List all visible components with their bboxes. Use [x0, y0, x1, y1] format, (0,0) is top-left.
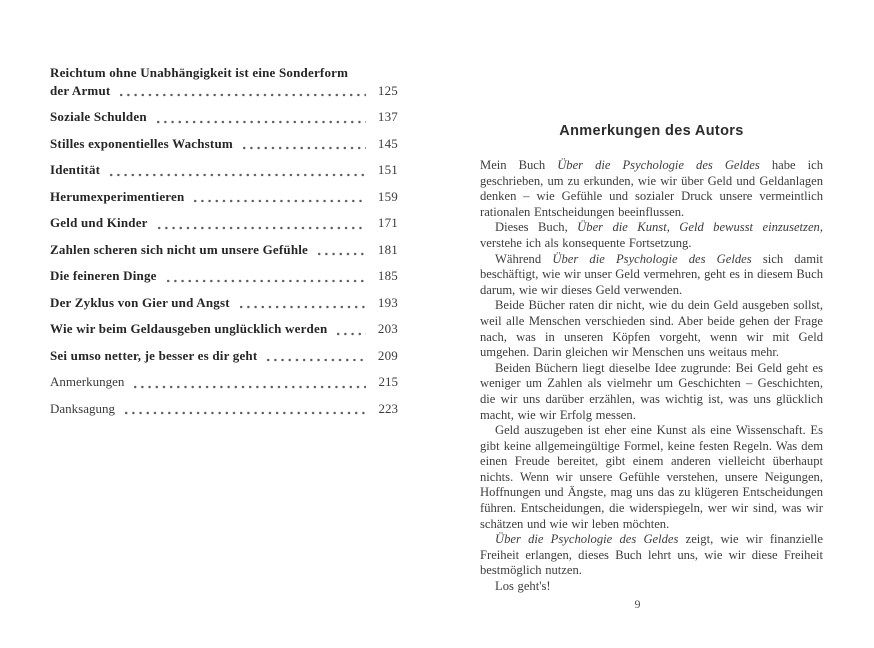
toc-entry	[50, 294, 398, 312]
toc-entry-row	[50, 400, 398, 418]
toc-entry-title: Soziale Schulden	[50, 109, 147, 124]
toc-entry	[50, 347, 398, 365]
page-number: 9	[634, 597, 641, 611]
paragraph	[480, 298, 823, 360]
toc-entry	[50, 373, 398, 391]
toc-entry	[50, 135, 398, 153]
author-notes-page	[480, 123, 823, 595]
toc-page-number: 125	[377, 82, 398, 98]
toc-entry-title: Die feineren Dinge	[50, 268, 157, 283]
paragraph	[480, 532, 823, 579]
toc-entry	[50, 214, 398, 232]
toc-entry	[50, 161, 398, 179]
toc-leader-dots	[158, 218, 366, 231]
toc-leader-dots	[125, 403, 366, 416]
toc-entry	[50, 267, 398, 285]
toc-entry	[50, 64, 398, 99]
toc-entry-title: Sei umso netter, je besser es dir geht	[50, 347, 258, 363]
toc-entry-title: Herumexperimentieren	[50, 188, 185, 204]
toc-entry-title: Stilles exponentielles Wachstum	[50, 135, 233, 151]
toc-entry-row	[50, 188, 398, 206]
toc-leader-dots	[110, 165, 366, 178]
toc-entry-title: Danksagung	[50, 400, 115, 416]
toc-entry-title: Zahlen scheren sich nicht um unsere Gefühle	[50, 241, 309, 257]
paragraph	[480, 423, 823, 532]
text-segment: Los geht's!	[495, 579, 551, 594]
toc-page-number: 215	[378, 374, 398, 389]
italic-book-title: Über die Psychologie des Geldes	[495, 532, 679, 547]
toc-entry-row	[50, 241, 398, 259]
paragraph	[480, 361, 823, 423]
text-segment: Mein Buch	[480, 158, 558, 172]
toc-leader-dots	[120, 85, 366, 98]
toc-page-number: 137	[377, 109, 398, 124]
text-segment: Dieses Buch,	[495, 220, 578, 235]
chapter-heading: Anmerkungen des Autors	[559, 123, 744, 139]
toc-leader-dots	[318, 244, 366, 257]
italic-book-title: Über die Psychologie des Geldes	[552, 251, 752, 266]
toc-entry-title: Geld und Kinder	[50, 215, 148, 230]
text-segment: habe ich geschrieben, um zu erkunden, wie wir über Geld und Geldanlagen denken – wie Gefühle und sozialer Druck unsere vermeintlich rationalen Entscheidungen beeinflussen.	[480, 158, 823, 219]
toc-leader-dots	[167, 271, 366, 284]
toc-leader-dots	[194, 191, 366, 204]
toc-entry	[50, 400, 398, 418]
toc-entry-title: Wie wir beim Geldausgeben unglücklich werden	[50, 321, 328, 336]
toc-entry-row	[50, 347, 398, 365]
italic-book-title: Über die Kunst, Geld bewusst einzusetzen	[577, 220, 820, 235]
toc-page-number: 203	[377, 321, 398, 336]
toc-entry-row	[50, 373, 398, 391]
toc-entry-row	[50, 214, 398, 232]
toc-leader-dots	[134, 377, 366, 390]
paragraph	[480, 158, 823, 220]
toc-leader-dots	[243, 138, 366, 151]
toc-page-number: 223	[378, 400, 398, 416]
toc-page-number: 181	[377, 241, 398, 257]
text-segment: Beide Bücher raten dir nicht, wie du dein Geld ausgeben sollst, weil alle Menschen verschieden sind. Aber beide gehen der Frage nach, was in unseren Köpfen vorgeht, wenn wir mit Geld umgehen. Darin gleichen wir Menschen uns weitaus mehr.	[480, 298, 823, 360]
table-of-contents	[50, 64, 398, 417]
paragraph	[480, 220, 823, 251]
toc-entry-row	[50, 135, 398, 153]
toc-entry	[50, 108, 398, 126]
toc-entry-row	[50, 294, 398, 312]
toc-entry-row	[50, 108, 398, 126]
toc-page-number: 151	[377, 162, 398, 177]
toc-entry-title: Anmerkungen	[50, 374, 125, 389]
toc-entry	[50, 241, 398, 259]
text-segment: Während	[495, 251, 553, 266]
italic-book-title: Über die Psychologie des Geldes	[557, 158, 760, 172]
toc-page-number: 145	[377, 135, 398, 151]
toc-leader-dots	[337, 324, 366, 337]
paragraph	[480, 579, 823, 595]
toc-page-number: 185	[377, 268, 398, 283]
text-segment: , verstehe ich als konsequente Fortsetzung.	[480, 220, 824, 250]
toc-entry-title: der Armut	[50, 82, 111, 98]
toc-leader-dots	[240, 297, 366, 310]
toc-entry-row	[50, 161, 398, 179]
toc-leader-dots	[157, 112, 366, 125]
text-segment: Geld auszugeben ist eher eine Kunst als eine Wissenschaft. Es gibt keine allgemeingültige Formel, keine festen Regeln. Was dem einen Freude bereitet, gibt einem anderen vielleicht überhaupt nichts. Wenn wir unsere Gefühle verstehen, unsere Neigungen, Hoffnungen und Ängste, mag uns das zu klügeren Entscheidungen führen. Entscheidungen, die widerspiegeln, wer wir sind, was wir schätzen und wie wir leben möchten.	[480, 423, 823, 531]
toc-entry-title: Identität	[50, 162, 101, 177]
toc-page-number: 209	[377, 347, 398, 363]
toc-entry-title: Der Zyklus von Gier und Angst	[50, 294, 230, 310]
toc-entry	[50, 320, 398, 338]
text-segment: zeigt, wie wir finanzielle Freiheit erlangen, dieses Buch lehrt uns, wie wir diese Freiheit bestmöglich nutzen.	[480, 532, 823, 578]
text-segment: Beiden Büchern liegt dieselbe Idee zugrunde: Bei Geld geht es weniger um Zahlen als vielmehr um Geschichten – Geschichten, die wir uns darüber erzählen, was wichtig ist, was uns glücklich macht, wie wir Erfolg messen.	[480, 360, 823, 422]
toc-entry-row	[50, 267, 398, 285]
paragraph	[480, 252, 823, 299]
body-text	[480, 158, 823, 595]
toc-page-number: 171	[377, 215, 398, 230]
toc-page-number: 159	[377, 188, 398, 204]
toc-entry-row	[50, 320, 398, 338]
text-segment: sich damit beschäftigt, wie wir unser Geld vermehren, geht es in diesem Buch darum, wie wir dieses Geld verwenden.	[480, 251, 823, 297]
toc-entry	[50, 188, 398, 206]
toc-leader-dots	[267, 350, 366, 363]
toc-page-number: 193	[377, 294, 398, 310]
toc-page	[50, 64, 398, 426]
toc-entry-row	[50, 82, 398, 100]
toc-entry-title-line: Reichtum ohne Unabhängigkeit ist eine Sonderform	[50, 65, 349, 80]
